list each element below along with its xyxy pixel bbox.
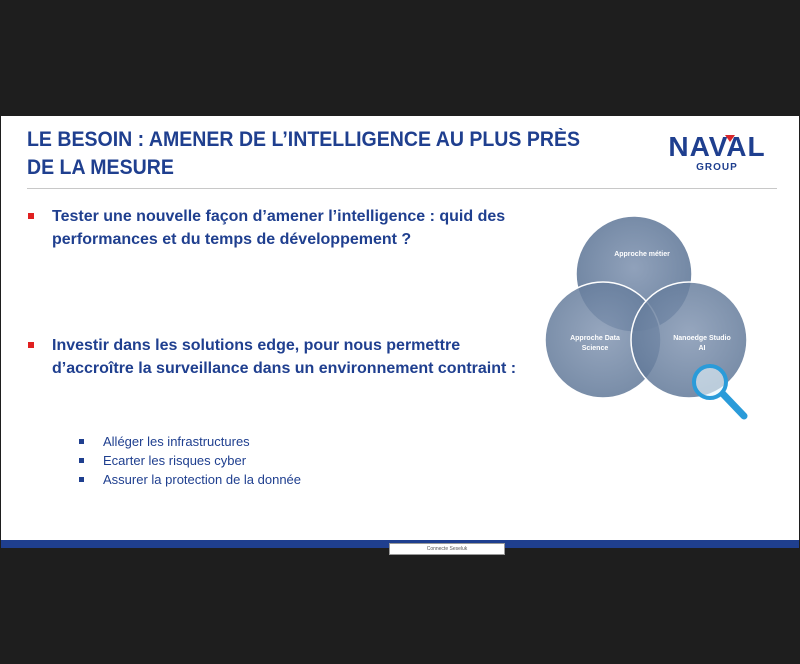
bullet-2 — [52, 334, 522, 380]
sub-bullet-item — [103, 451, 403, 470]
footer-tag: Connecte Seseluk — [389, 543, 505, 555]
sub-bullet-text: Alléger les infrastructures — [103, 434, 250, 449]
venn-diagram — [541, 206, 771, 426]
slide-title: LE BESOIN : AMENER DE L’INTELLIGENCE AU PLUS PRÈS DE LA MESURE — [27, 128, 581, 179]
venn-label-left-2: Science — [581, 345, 609, 352]
venn-label-right-1: Nanoedge Studio — [673, 335, 731, 342]
sub-bullet-list — [103, 432, 403, 489]
sub-bullet-item — [103, 432, 403, 451]
bullet-1-text: Tester une nouvelle façon d’amener l’intelligence : quid des performances et du temps de développement ? — [52, 208, 506, 248]
logo-mark-icon — [725, 135, 735, 142]
bullet-marker-icon — [28, 342, 34, 348]
bullet-1 — [52, 205, 522, 251]
venn-label-right-2: AI — [698, 345, 706, 352]
title-divider — [27, 188, 777, 189]
venn-label-left-1: Approche Data — [570, 335, 620, 342]
sub-bullet-item — [103, 470, 403, 489]
sub-bullet-marker-icon — [79, 477, 84, 482]
sub-bullet-marker-icon — [79, 458, 84, 463]
bullet-marker-icon — [28, 213, 34, 219]
sub-bullet-marker-icon — [79, 439, 84, 444]
logo-sub: GROUP — [696, 162, 738, 173]
slide — [1, 116, 799, 552]
venn-label-top: Approche métier — [614, 251, 670, 258]
logo-name: NAVAL — [668, 131, 766, 162]
naval-group-logo — [653, 132, 781, 178]
bullet-2-text: Investir dans les solutions edge, pour nous permettre d’accroître la surveillance dans un environnement contraint : — [52, 337, 517, 377]
sub-bullet-text: Ecarter les risques cyber — [103, 453, 247, 468]
sub-bullet-text: Assurer la protection de la donnée — [103, 472, 302, 487]
